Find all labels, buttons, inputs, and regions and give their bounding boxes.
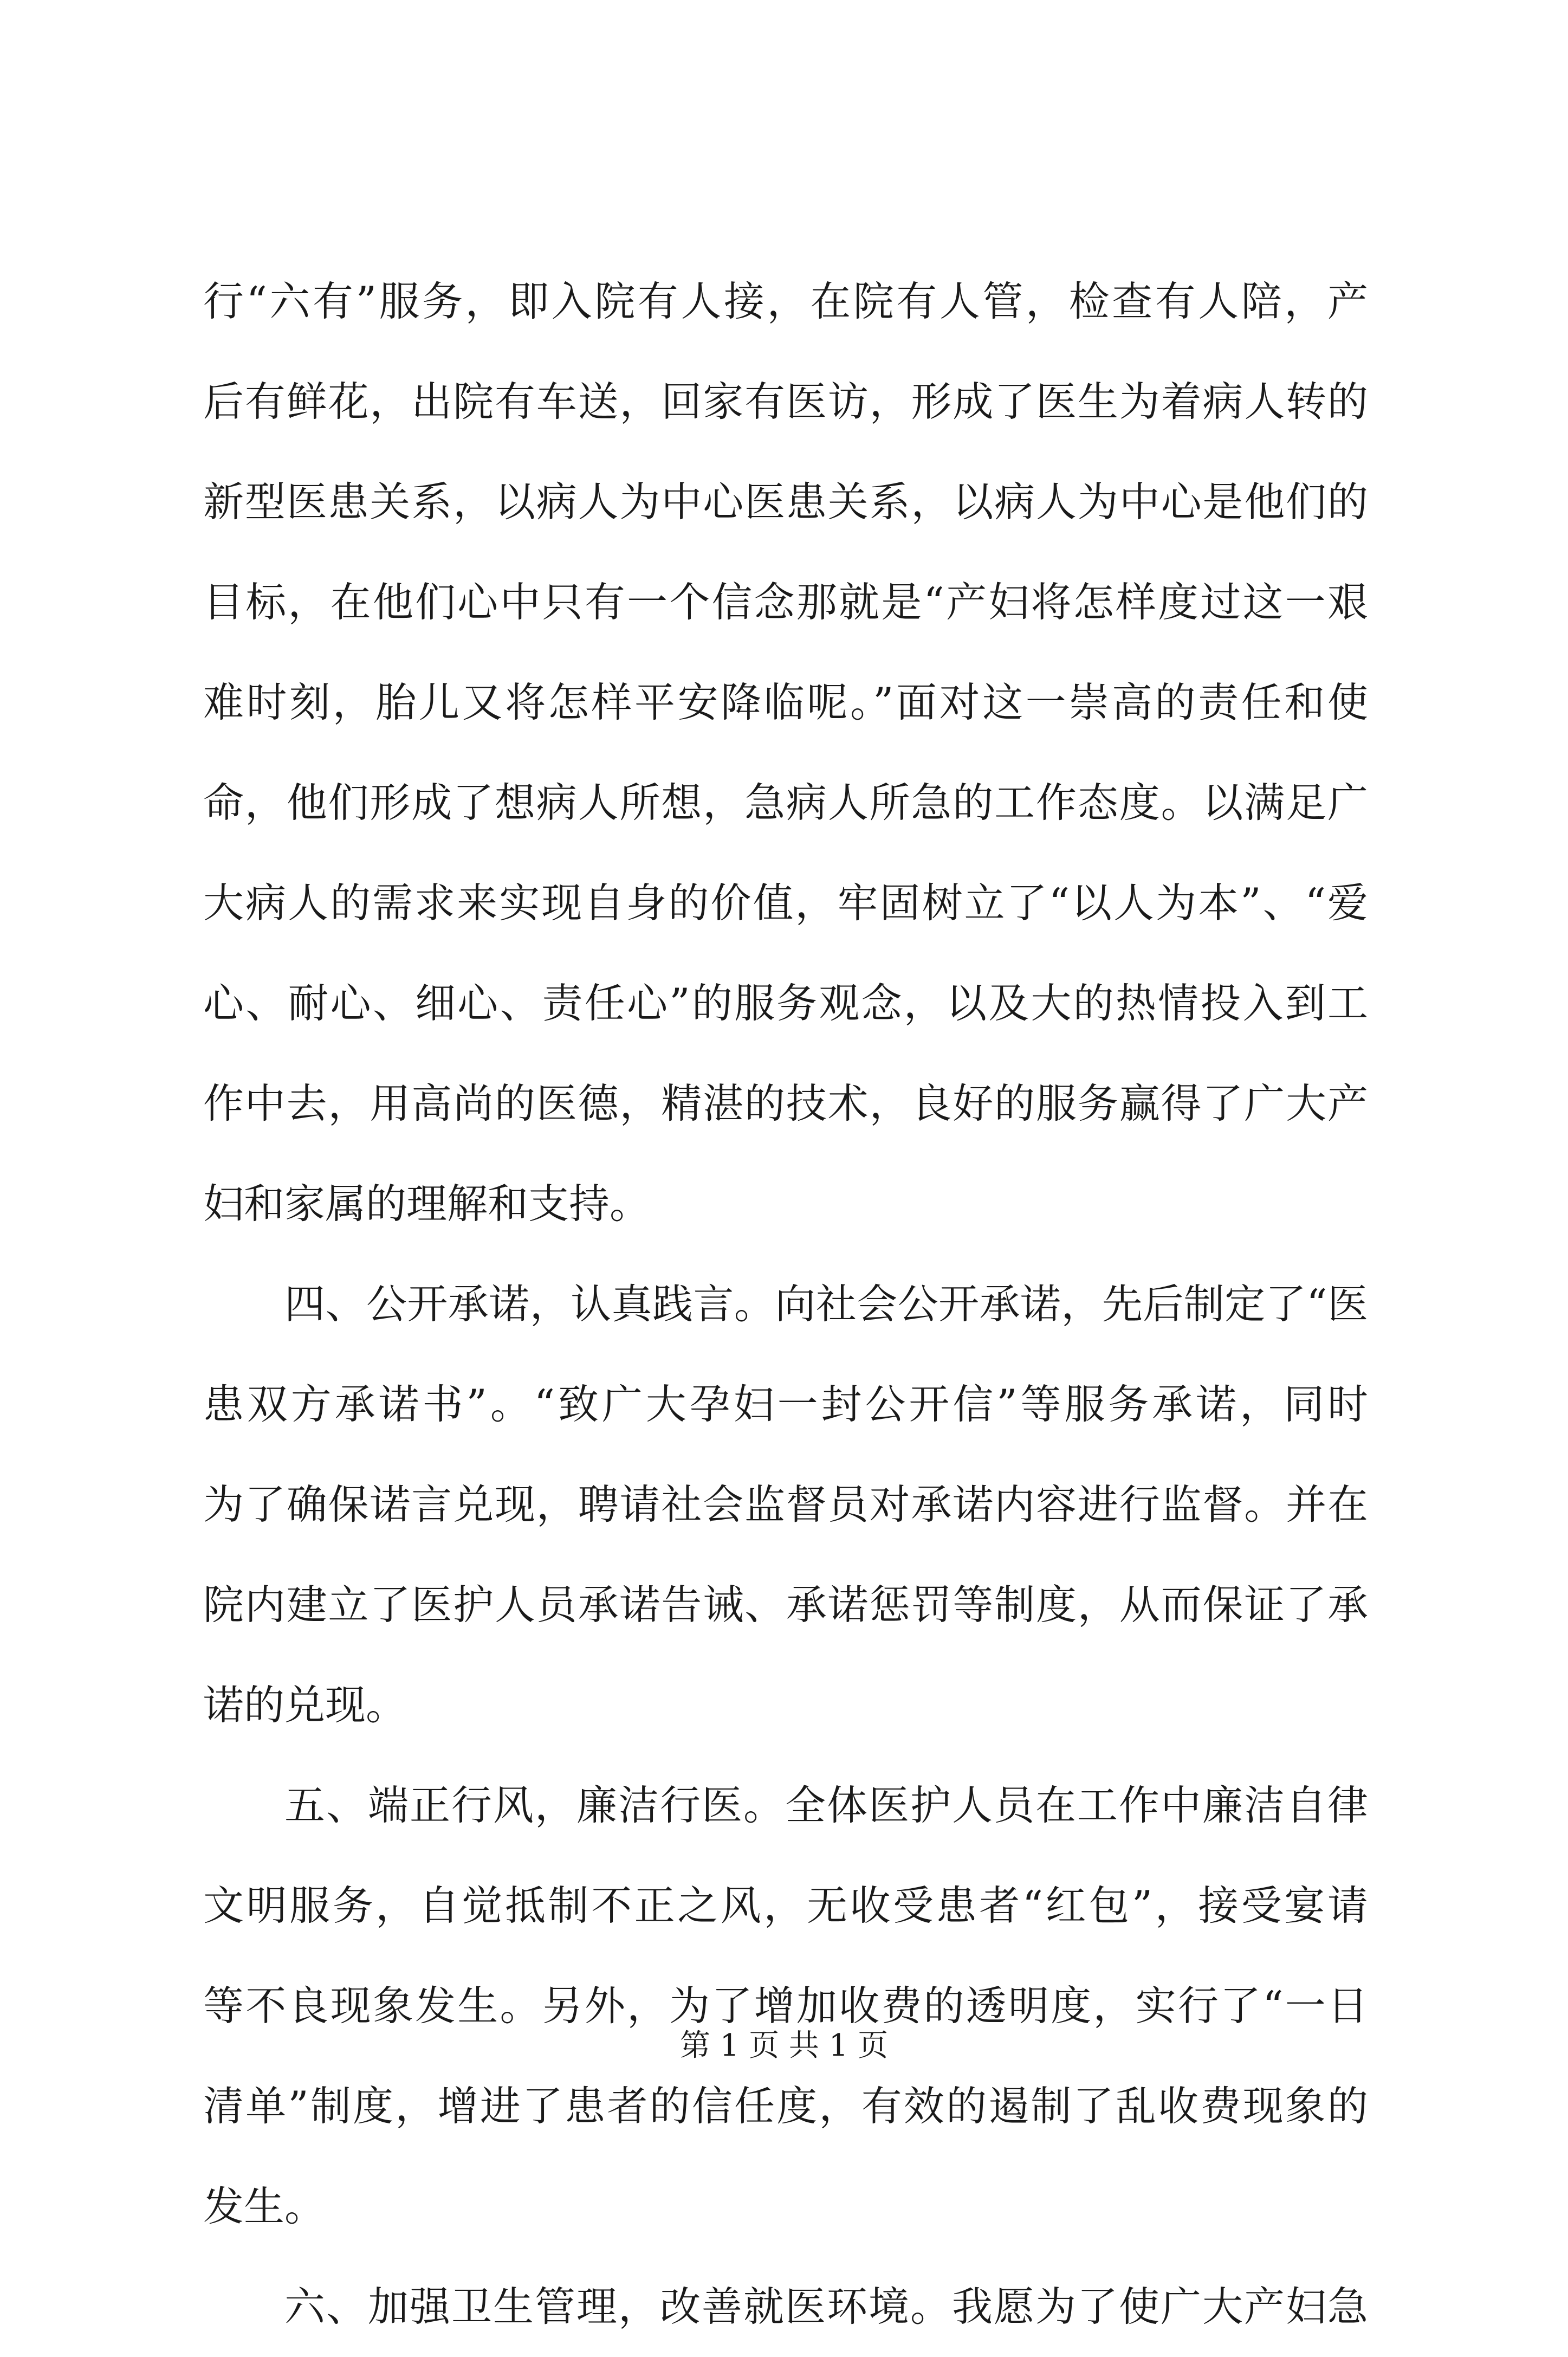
paragraph-heading-line: 六、加强卫生管理，改善就医环境。我愿为了使广大产妇急 — [284, 2283, 1368, 2330]
text-line: 目标，在他们心中只有一个信念那就是“产妇将怎样度过这一艰 — [203, 578, 1368, 626]
text-line: 行“六有”服务，即入院有人接，在院有人管，检查有人陪，产 — [203, 277, 1368, 325]
text-line: 作中去，用高尚的医德，精湛的技术，良好的服务赢得了广大产 — [203, 1080, 1368, 1127]
text-line: 心、耐心、细心、责任心”的服务观念，以及大的热情投入到工 — [203, 979, 1368, 1027]
page-footer: 第 1 页 共 1 页 — [679, 2028, 889, 2063]
text-line: 大病人的需求来实现自身的价值，牢固树立了“以人为本”、“爱 — [203, 879, 1368, 927]
text-line: 文明服务，自觉抵制不正之风，无收受患者“红包”，接受宴请 — [203, 1882, 1368, 1929]
paragraph-heading-line: 四、公开承诺，认真践言。向社会公开承诺，先后制定了“医 — [284, 1280, 1368, 1328]
text-line: 新型医患关系，以病人为中心医患关系，以病人为中心是他们的 — [203, 478, 1368, 526]
text-line: 难时刻，胎儿又将怎样平安降临呢。”面对这一崇高的责任和使 — [203, 679, 1368, 726]
text-line: 发生。 — [203, 2182, 326, 2230]
text-line: 为了确保诺言兑现，聘请社会监督员对承诺内容进行监督。并在 — [203, 1481, 1368, 1528]
text-line: 后有鲜花，出院有车送，回家有医访，形成了医生为着病人转的 — [203, 378, 1368, 425]
text-line: 诺的兑现。 — [203, 1681, 407, 1729]
text-line: 等不良现象发生。另外，为了增加收费的透明度，实行了“一日 — [203, 1982, 1368, 2030]
text-line: 患双方承诺书”。“致广大孕妇一封公开信”等服务承诺，同时 — [203, 1380, 1368, 1428]
text-line: 妇和家属的理解和支持。 — [203, 1180, 651, 1228]
text-line: 清单”制度，增进了患者的信任度，有效的遏制了乱收费现象的 — [203, 2082, 1368, 2130]
text-line: 院内建立了医护人员承诺告诫、承诺惩罚等制度，从而保证了承 — [203, 1581, 1368, 1629]
text-line: 命，他们形成了想病人所想，急病人所急的工作态度。以满足广 — [203, 779, 1368, 826]
paragraph-heading-line: 五、端正行风，廉洁行医。全体医护人员在工作中廉洁自律 — [284, 1781, 1368, 1829]
